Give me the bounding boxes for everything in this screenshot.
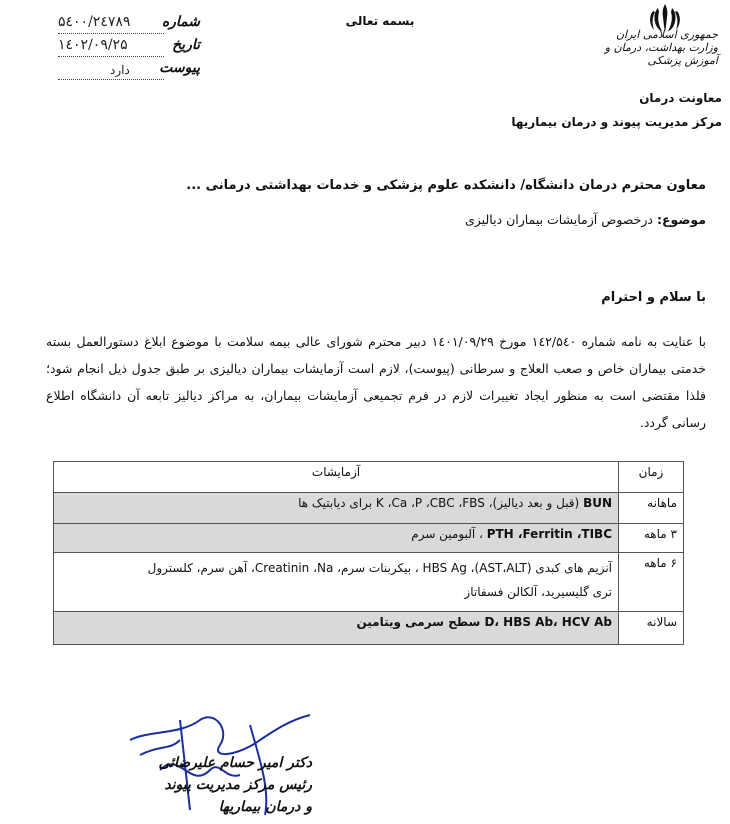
row-time: ۶ ماهه bbox=[619, 553, 684, 612]
attachment-row bbox=[50, 60, 200, 83]
tests-table bbox=[53, 461, 684, 645]
attachment-label: پیوست bbox=[159, 60, 200, 76]
document-heading: بسمه تعالی bbox=[345, 14, 415, 28]
letter-meta bbox=[50, 14, 200, 83]
row-tests bbox=[54, 553, 619, 612]
ministry-logo-text bbox=[588, 28, 718, 67]
row-tests bbox=[54, 524, 619, 553]
row-tests-secondary: (قبل و بعد دیالیز)، K ،Ca ،P ،CBC ،FBS برای دیابتیک ها bbox=[298, 496, 580, 510]
row-tests-primary: BUN bbox=[583, 496, 612, 510]
signatory-title-2: و درمان بیماریها bbox=[218, 799, 312, 815]
department-block bbox=[472, 86, 722, 134]
ministry-line-2: وزارت بهداشت، درمان و آموزش پزشکی bbox=[604, 41, 718, 67]
letter-number-label: شماره bbox=[161, 14, 200, 30]
attachment-value: دارد bbox=[110, 63, 130, 77]
letter-number: ۵٤٠٠/٢٤٧٨٩ bbox=[58, 14, 131, 30]
header-tests: آزمایشات bbox=[54, 462, 619, 493]
row-time: سالانه bbox=[619, 612, 684, 645]
table-header-row bbox=[54, 462, 684, 493]
row-tests bbox=[54, 612, 619, 645]
row-tests-secondary: ، آلبومین سرم bbox=[411, 527, 483, 541]
letter-number-row bbox=[50, 14, 200, 37]
date-label: تاریخ bbox=[172, 37, 200, 53]
signatory-name: دکتر امیر حسام علیرضائی bbox=[158, 755, 312, 771]
subject-line bbox=[86, 212, 706, 227]
letter-date: ۱٤٠٢/٠٩/٢۵ bbox=[58, 37, 128, 53]
signatory-title: رئیس مرکز مدیریت پیوند bbox=[164, 777, 312, 793]
subject-text: درخصوص آزمایشات بیماران دیالیزی bbox=[465, 212, 653, 227]
row-time: ۳ ماهه bbox=[619, 524, 684, 553]
ministry-line-1: جمهوری اسلامی ایران bbox=[615, 28, 718, 41]
dotted-line bbox=[58, 56, 164, 57]
addressee: معاون محترم درمان دانشگاه/ دانشکده علوم پزشکی و خدمات بهداشتی درمانی ... bbox=[186, 178, 706, 193]
row-time: ماهانه bbox=[619, 493, 684, 524]
header-time: زمان bbox=[619, 462, 684, 493]
row-tests-secondary: تری گلیسیرید، آلکالن فسفاتاز bbox=[464, 585, 612, 599]
department-line-2: مرکز مدیریت پیوند و درمان بیماریها bbox=[511, 115, 722, 129]
table-row bbox=[54, 493, 684, 524]
table-row bbox=[54, 612, 684, 645]
row-tests-primary: سطح سرمی ویتامین D، HBS Ab، HCV Ab bbox=[356, 615, 612, 629]
greeting: با سلام و احترام bbox=[601, 290, 706, 305]
table-row bbox=[54, 524, 684, 553]
subject-label: موضوع: bbox=[656, 212, 706, 227]
table-row bbox=[54, 553, 684, 612]
department-line-1: معاونت درمان bbox=[639, 91, 722, 105]
dotted-line bbox=[58, 33, 164, 34]
date-row bbox=[50, 37, 200, 60]
row-tests bbox=[54, 493, 619, 524]
row-tests-primary: PTH ،Ferritin ،TIBC bbox=[486, 527, 612, 541]
signature-block bbox=[72, 752, 312, 818]
dotted-line bbox=[58, 79, 164, 80]
row-tests-primary: آنزیم های کبدی (AST،ALT)، HBS Ag ، بیکربنات سرم، Creatinin ،Na، آهن سرم، کلسترول bbox=[147, 561, 612, 575]
body-paragraph: با عنایت به نامه شماره ۱٤۲/۵٤۰ مورخ ۱٤۰۱/۰۹/۲۹ دبیر محترم شورای عالی بیمه سلامت با موضوع ابلاغ دستورالعمل بسته خدمتی بیماران خاص و صعب العلاج و سرطانی (پیوست)، لازم است آزمایشات بیماران دیالیزی بر طبق جدول ذیل انجام شود؛ فلذا مقتضی است به منظور ایجاد تغییرات لازم در فرم تجمیعی آزمایشات بیماران، به مراکز دیالیز تابعه آن دانشگاه اطلاع رسانی گردد. bbox=[46, 334, 706, 430]
